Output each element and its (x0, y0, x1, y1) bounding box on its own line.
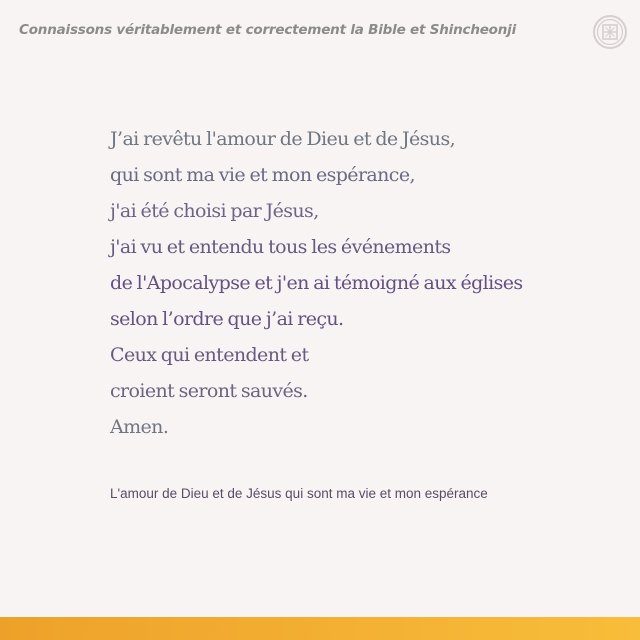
poem-line: j'ai vu et entendu tous les événements (110, 236, 451, 258)
header-title: Connaissons véritablement et correctement la Bible et Shincheonji (19, 22, 517, 38)
shincheonji-seal-icon (593, 15, 627, 49)
poem-line: croient seront sauvés. (110, 380, 308, 402)
poem-line: j'ai été choisi par Jésus, (110, 200, 319, 222)
bottom-accent-bar (0, 617, 640, 640)
poem-line: Amen. (110, 416, 169, 438)
poem-line: Ceux qui entendent et (110, 344, 309, 366)
poem-line: de l'Apocalypse et j'en ai témoigné aux églises (110, 272, 523, 294)
caption: L'amour de Dieu et de Jésus qui sont ma vie et mon espérance (110, 486, 488, 501)
poem-line: qui sont ma vie et mon espérance, (110, 164, 415, 186)
poem (110, 121, 610, 445)
poem-line: selon l’ordre que j’ai reçu. (110, 308, 344, 330)
poem-line: J’ai revêtu l'amour de Dieu et de Jésus, (110, 128, 456, 150)
